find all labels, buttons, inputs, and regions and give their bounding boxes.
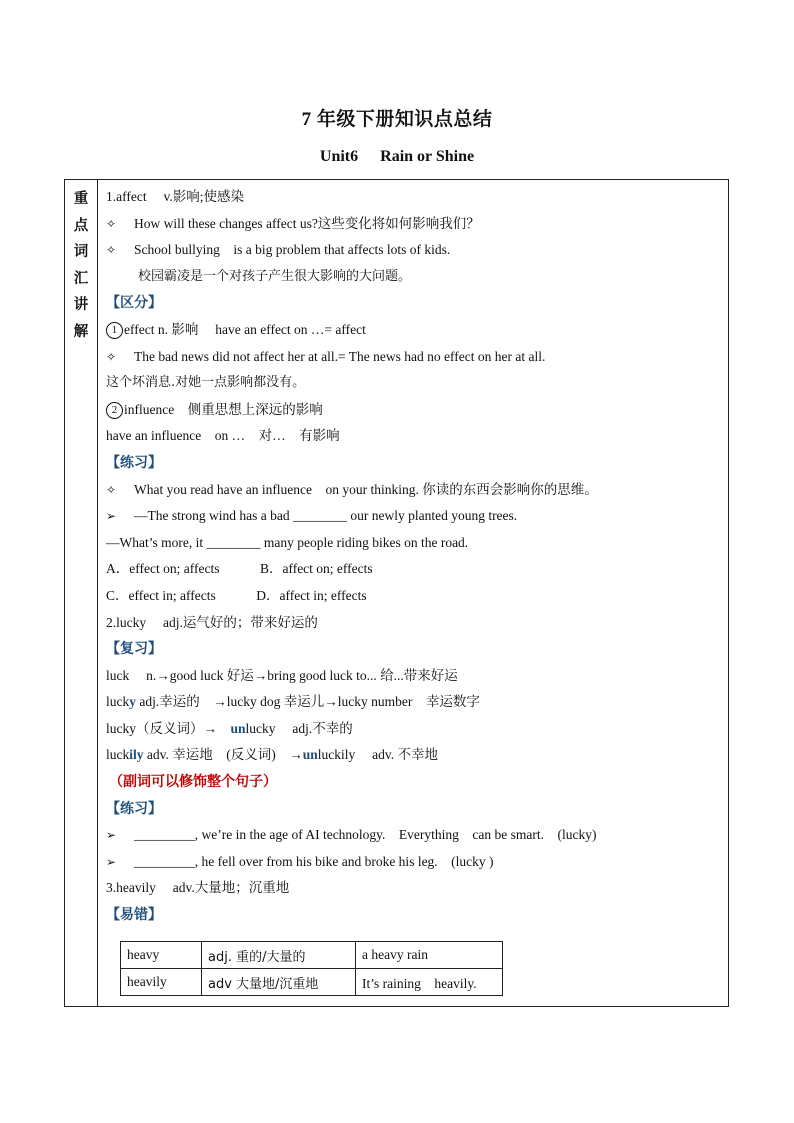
section-header-practice: 【练习】: [106, 454, 162, 471]
section-header-common-errors: 【易错】: [106, 907, 162, 924]
table-cell: It’s raining heavily.: [356, 969, 503, 996]
unit-label: Unit6: [319, 148, 359, 165]
exercise-text: —The strong wind has a bad ________ our newly planted young trees.: [134, 508, 518, 524]
heavy-heavily-table: [120, 941, 503, 996]
word-family-line: luck n.→good luck 好运→bring good luck to... 给...带来好运: [106, 667, 458, 683]
table-cell: heavy: [121, 942, 202, 969]
sidebar-char: 点: [73, 217, 89, 234]
arrow-icon: ➢: [106, 854, 117, 869]
section-header-review: 【复习】: [106, 641, 162, 658]
translation-line: 这个坏消息.对她一点影响都没有。: [106, 375, 306, 391]
sidebar-char: 重: [73, 191, 89, 207]
page-subtitle: [0, 148, 794, 166]
example-line: [106, 344, 726, 371]
exercise-text: _________, we’re in the age of AI technology. Everything can be smart. (lucky): [134, 827, 597, 843]
exercise-line: [106, 503, 726, 530]
content-frame: [64, 179, 729, 1007]
grammar-note: （副词可以修饰整个句子）: [109, 774, 277, 791]
word-meaning: adj.幸运的 →lucky dog 幸运儿→lucky number 幸运数字: [136, 694, 480, 710]
phrase-line: have an influence on … 对… 有影响: [106, 428, 340, 444]
example-line: [106, 211, 726, 238]
exercise-text: _________, he fell over from his bike and broke his leg. (lucky ): [134, 853, 494, 869]
section-header-distinguish: 【区分】: [106, 295, 162, 312]
sidebar-char: 讲: [73, 297, 89, 313]
example-text: School bullying is a big problem that affects lots of kids.: [134, 242, 451, 258]
table-row: [121, 969, 503, 996]
vocab-heading-heavily: 3.heavily adv.大量地；沉重地: [106, 880, 290, 896]
exercise-line: —What’s more, it ________ many people riding bikes on the road.: [106, 534, 469, 550]
diamond-icon: ✧: [106, 482, 117, 497]
vocab-heading-lucky: 2.lucky adj.运气好的；带来好运的: [106, 614, 318, 630]
word-stem: luck: [106, 694, 130, 710]
circled-number-icon: 2: [106, 402, 123, 419]
word-meaning: lucky adj.不幸的: [245, 720, 353, 736]
compare-text: influence 侧重思想上深远的影响: [124, 401, 323, 417]
sidebar-char: 词: [73, 244, 89, 260]
compare-line: [106, 397, 726, 424]
vocab-heading-affect: 1.affect v.影响;使感染: [106, 189, 244, 204]
word-meaning: adv. 幸运地 (反义词) →: [143, 747, 303, 763]
word-family-line: [106, 689, 726, 716]
word-family-line: [106, 742, 726, 769]
sidebar-label: [65, 180, 98, 1006]
word-stem: luck: [106, 747, 130, 763]
arrow-icon: ➢: [106, 509, 117, 524]
notes-content: [106, 184, 726, 929]
example-line: [106, 477, 726, 504]
table-cell: adv 大量地/沉重地: [202, 969, 356, 996]
option-line: A．effect on; affects B．affect on; effects: [106, 561, 373, 577]
word-suffix: y: [129, 694, 136, 710]
word-prefix: un: [302, 747, 318, 763]
example-line: [106, 237, 726, 264]
word-prefix: un: [230, 720, 246, 736]
diamond-icon: ✧: [106, 216, 117, 231]
table-cell: heavily: [121, 969, 202, 996]
diamond-icon: ✧: [106, 243, 117, 258]
section-header-practice: 【练习】: [106, 800, 162, 817]
example-text: The bad news did not affect her at all.= The news had no effect on her at all.: [134, 348, 546, 364]
table-cell: a heavy rain: [356, 942, 503, 969]
page-title: 7 年级下册知识点总结: [301, 109, 493, 130]
word-suffix: ily: [129, 747, 144, 763]
compare-line: [106, 317, 726, 344]
exercise-line: [106, 822, 726, 849]
option-line: C．effect in; affects D．affect in; effects: [106, 587, 367, 603]
example-text: What you read have an influence on your thinking. 你读的东西会影响你的思维。: [134, 481, 598, 497]
sidebar-char: 汇: [73, 270, 89, 287]
circled-number-icon: 1: [106, 322, 123, 339]
table-row: [121, 942, 503, 969]
sidebar-char: 解: [73, 323, 89, 340]
unit-topic: Rain or Shine: [380, 148, 475, 165]
word-family-line: [106, 716, 726, 743]
translation-line: 校园霸凌是一个对孩子产生很大影响的大问题。: [138, 268, 412, 284]
word-stem: lucky（反义词）→: [106, 720, 231, 736]
table-cell: adj. 重的/大量的: [202, 942, 356, 969]
exercise-line: [106, 849, 726, 876]
example-text: How will these changes affect us?这些变化将如何影响我们？: [134, 215, 480, 231]
diamond-icon: ✧: [106, 349, 117, 364]
arrow-icon: ➢: [106, 828, 117, 843]
word-meaning: luckily adv. 不幸地: [317, 747, 439, 763]
compare-text: effect n. 影响 have an effect on …= affect: [124, 321, 366, 337]
